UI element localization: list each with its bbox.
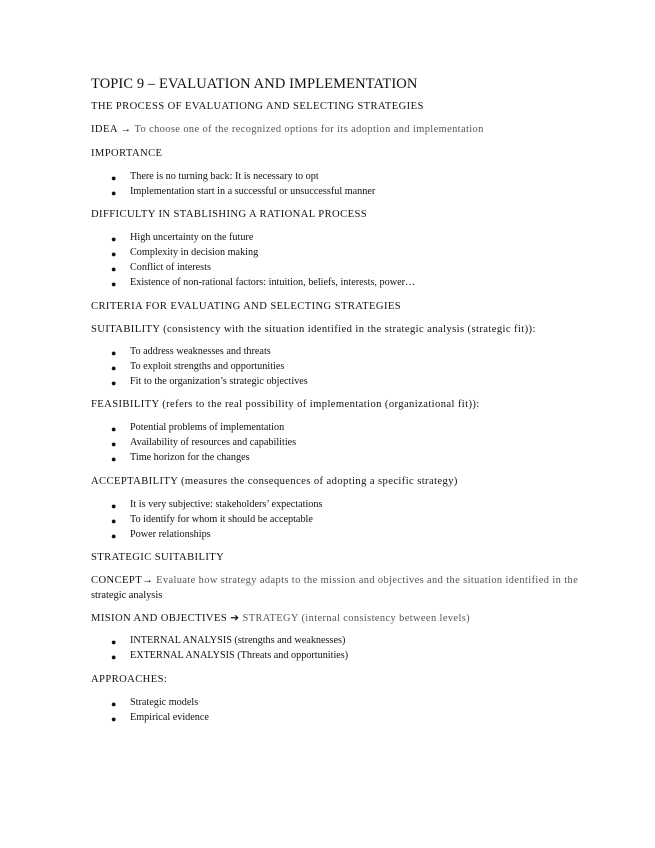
bullet-icon: ● [111, 501, 117, 511]
concept-line [91, 575, 578, 586]
arrow-icon: ➔ [230, 613, 240, 624]
bullet-icon: ● [111, 652, 117, 662]
bullet-icon: ● [111, 188, 117, 198]
bullet-icon: ● [111, 363, 117, 373]
list-item: Conflict of interests [130, 262, 211, 273]
bullet-icon: ● [111, 173, 117, 183]
acceptability-heading: ACCEPTABILITY (measures the consequences of adopting a specific strategy) [91, 476, 458, 487]
list-item: Implementation start in a successful or unsuccessful manner [130, 186, 376, 197]
concept-label: CONCEPT [91, 575, 143, 586]
list-item: Power relationships [130, 529, 211, 540]
list-item: Existence of non-rational factors: intuition, beliefs, interests, power… [130, 277, 416, 288]
mission-label: MISION AND OBJECTIVES [91, 613, 228, 624]
approaches-heading: APPROACHES: [91, 674, 168, 685]
list-item: High uncertainty on the future [130, 232, 254, 243]
bullet-icon: ● [111, 439, 117, 449]
concept-text-continued: strategic analysis [91, 590, 163, 601]
process-heading: THE PROCESS OF EVALUATIONG AND SELECTING STRATEGIES [91, 101, 424, 112]
importance-heading: IMPORTANCE [91, 148, 163, 159]
list-item: Strategic models [130, 697, 199, 708]
mission-line [91, 612, 470, 624]
list-item: To identify for whom it should be acceptable [130, 514, 313, 525]
bullet-icon: ● [111, 424, 117, 434]
concept-text: Evaluate how strategy adapts to the mission and objectives and the situation identified in the [156, 575, 579, 586]
arrow-icon: → [120, 124, 132, 135]
list-item: Fit to the organization’s strategic objectives [130, 376, 308, 387]
idea-text: To choose one of the recognized options for its adoption and implementation [134, 124, 484, 135]
list-item: Complexity in decision making [130, 247, 259, 258]
bullet-icon: ● [111, 516, 117, 526]
bullet-icon: ● [111, 264, 117, 274]
arrow-icon: → [142, 575, 154, 586]
page-title: TOPIC 9 – EVALUATION AND IMPLEMENTATION [91, 76, 418, 92]
bullet-icon: ● [111, 234, 117, 244]
bullet-icon: ● [111, 279, 117, 289]
bullet-icon: ● [111, 249, 117, 259]
list-item: To address weaknesses and threats [130, 346, 271, 357]
suitability-heading: SUITABILITY (consistency with the situation identified in the strategic analysis (strategic fit)): [91, 324, 536, 335]
list-item: It is very subjective: stakeholders’ expectations [130, 499, 323, 510]
list-item: Time horizon for the changes [130, 452, 250, 463]
idea-label: IDEA [91, 124, 118, 135]
list-item: Potential problems of implementation [130, 422, 285, 433]
bullet-icon: ● [111, 531, 117, 541]
bullet-icon: ● [111, 378, 117, 388]
list-item: INTERNAL ANALYSIS (strengths and weaknesses) [130, 635, 346, 646]
criteria-heading: CRITERIA FOR EVALUATING AND SELECTING STRATEGIES [91, 301, 402, 312]
bullet-icon: ● [111, 454, 117, 464]
list-item: To exploit strengths and opportunities [130, 361, 285, 372]
list-item: Availability of resources and capabilities [130, 437, 297, 448]
idea-line [91, 124, 484, 135]
strategic-suitability-heading: STRATEGIC SUITABILITY [91, 552, 225, 563]
list-item: EXTERNAL ANALYSIS (Threats and opportunities) [130, 650, 349, 661]
list-item: There is no turning back: It is necessary to opt [130, 171, 319, 182]
difficulty-heading: DIFFICULTY IN STABLISHING A RATIONAL PROCESS [91, 209, 368, 220]
list-item: Empirical evidence [130, 712, 209, 723]
feasibility-heading: FEASIBILITY (refers to the real possibility of implementation (organizational fit)): [91, 399, 480, 410]
bullet-icon: ● [111, 699, 117, 709]
bullet-icon: ● [111, 637, 117, 647]
bullet-icon: ● [111, 714, 117, 724]
mission-text: STRATEGY (internal consistency between levels) [242, 613, 471, 624]
bullet-icon: ● [111, 348, 117, 358]
